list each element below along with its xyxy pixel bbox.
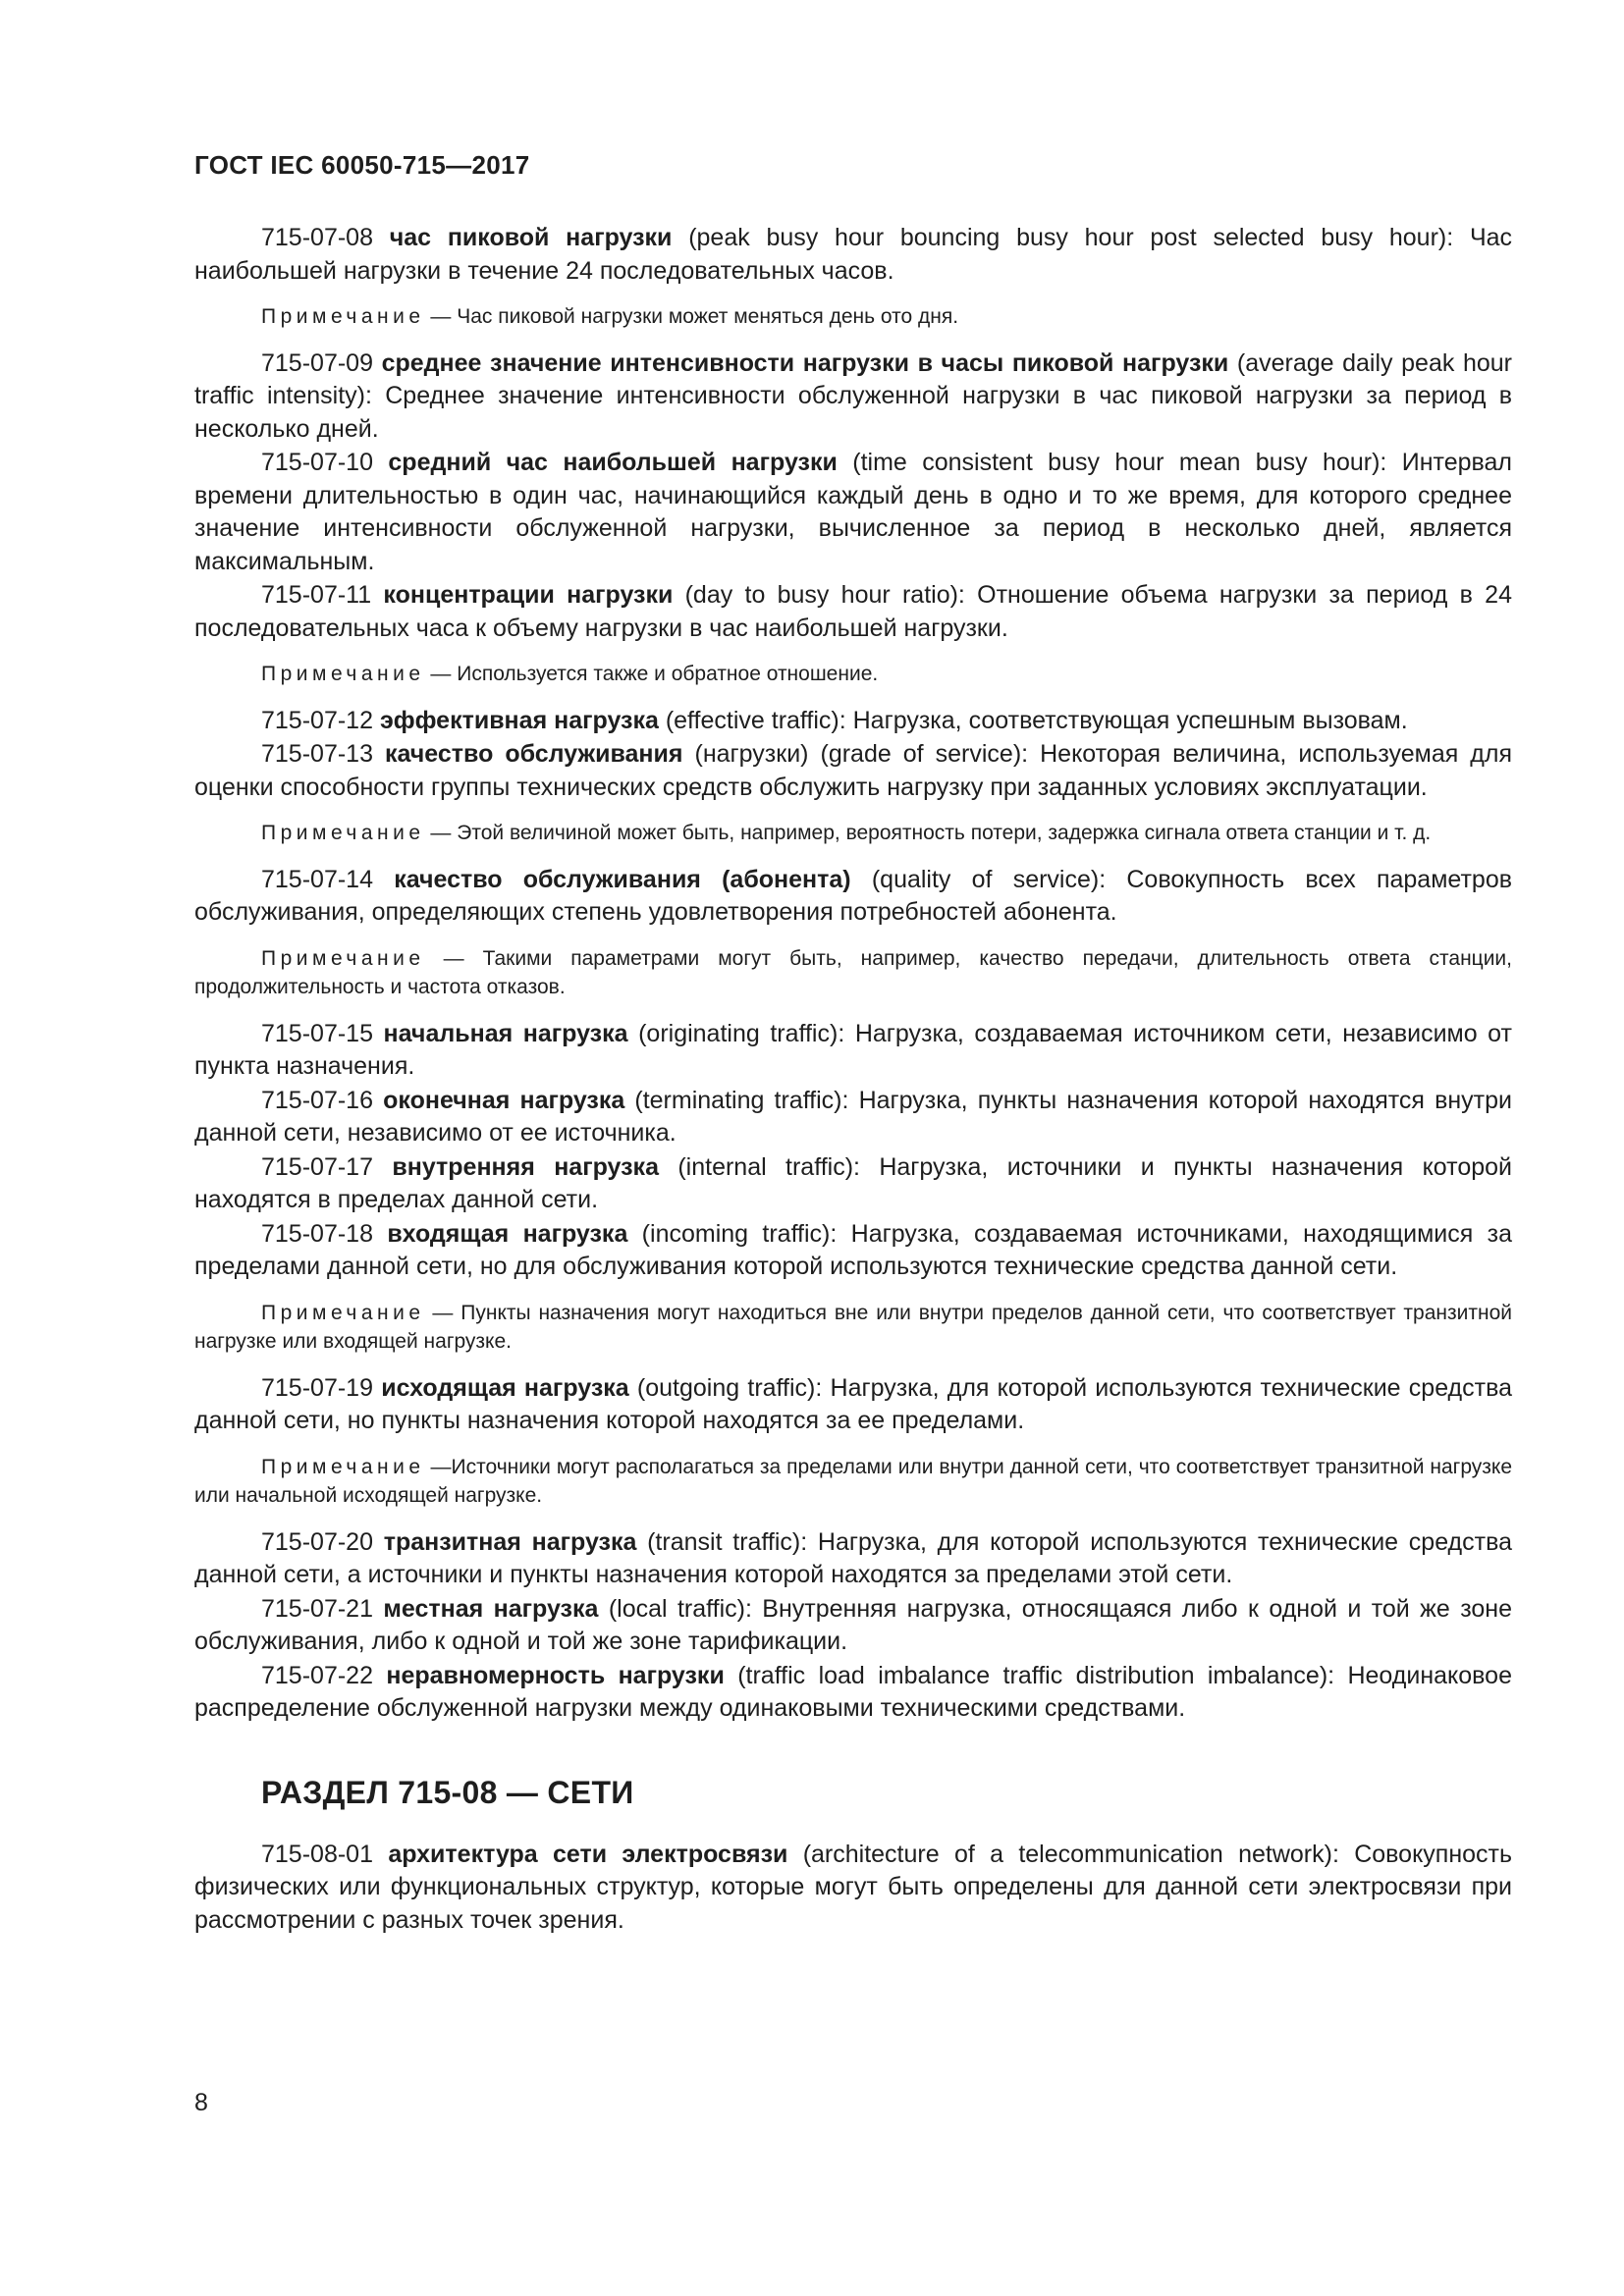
term-entry: [194, 447, 1512, 578]
note-label: Примечание: [261, 946, 425, 970]
term-definition: (effective traffic): Нагрузка, соответствующая успешным вызовам.: [658, 706, 1408, 734]
term-entry: [194, 1372, 1512, 1438]
page-header: ГОСТ IEC 60050-715—2017: [194, 150, 530, 180]
term-definition: (time consistent busy hour mean busy hour): Интервал времени длительностью в один час, начинающийся каждый день в одно и то же время, для которого среднее значение интенсивности обслуженной нагрузки, вычисленное за период в несколько дней, является максимальным.: [194, 449, 1512, 575]
term-definition: (transit traffic): Нагрузка, для которой используются технические средства данной сети, а источники и пункты назначения которой находятся за пределами этой сети.: [194, 1527, 1512, 1588]
term-name: местная нагрузка: [383, 1594, 599, 1623]
term-definition: (originating traffic): Нагрузка, создаваемая источником сети, независимо от пункта назначения.: [194, 1019, 1512, 1080]
term-name: неравномерность нагрузки: [386, 1661, 725, 1689]
note-text: — Пункты назначения могут находиться вне или внутри пределов данной сети, что соответствует транзитной нагрузке или входящей нагрузке.: [194, 1301, 1512, 1353]
term-definition: (traffic load imbalance traffic distribution imbalance): Неодинаковое распределение обслуженной нагрузки между одинаковыми техническими средствами.: [194, 1661, 1512, 1722]
term-entry: [194, 579, 1512, 645]
term-code: 715-07-17: [261, 1152, 373, 1181]
term-name: оконечная нагрузка: [383, 1086, 625, 1114]
page-number: 8: [194, 2089, 208, 2116]
term-code: 715-07-20: [261, 1527, 373, 1556]
term-definition: (нагрузки) (grade of service): Некоторая величина, используемая для оценки способности группы технических средств обслужить нагрузку при заданных условиях эксплуатации.: [194, 740, 1512, 801]
term-code: 715-07-16: [261, 1086, 373, 1114]
term-entry: [194, 1660, 1512, 1726]
note-label: Примечание: [261, 1301, 425, 1324]
term-entry: [194, 1218, 1512, 1284]
note-text: — Этой величиной может быть, например, вероятность потери, задержка сигнала ответа станции и т. д.: [424, 822, 1432, 844]
term-code: 715-07-09: [261, 348, 373, 377]
document-body: [194, 222, 1512, 1938]
term-entry: [194, 1593, 1512, 1659]
note-label: Примечание: [261, 1455, 425, 1478]
term-entry: [194, 222, 1512, 288]
term-entry: [194, 1526, 1512, 1592]
term-code: 715-07-15: [261, 1019, 373, 1047]
term-name: транзитная нагрузка: [383, 1527, 637, 1556]
term-definition: (internal traffic): Нагрузка, источники и пункты назначения которой находятся в пределах данной сети.: [194, 1152, 1512, 1213]
note: [194, 1299, 1512, 1357]
term-name: архитектура сети электросвязи: [388, 1840, 788, 1868]
term-code: 715-07-11: [261, 581, 372, 609]
term-definition: (architecture of a telecommunication network): Совокупность физических или функциональных структур, которые могут быть определены для данной сети электросвязи при рассмотрении с разных точек зрения.: [194, 1840, 1513, 1934]
term-name: внутренняя нагрузка: [392, 1152, 659, 1181]
term-code: 715-07-19: [261, 1373, 373, 1402]
note-label: Примечание: [261, 305, 425, 328]
note: [194, 660, 1512, 689]
note-text: — Такими параметрами могут быть, например, качество передачи, длительность ответа станции, продолжительность и частота отказов.: [194, 946, 1512, 998]
term-code: 715-08-01: [261, 1840, 373, 1868]
note-text: —Источники могут располагаться за пределами или внутри данной сети, что соответствует транзитной нагрузке или начальной исходящей нагрузке.: [194, 1455, 1512, 1507]
term-name: среднее значение интенсивности нагрузки в часы пиковой нагрузки: [381, 348, 1229, 377]
term-entry: [194, 705, 1512, 738]
term-entry: [194, 738, 1512, 804]
term-definition: (quality of service): Совокупность всех параметров обслуживания, определяющих степень удовлетворения потребностей абонента.: [194, 865, 1512, 926]
term-code: 715-07-13: [261, 740, 373, 768]
term-code: 715-07-14: [261, 865, 373, 893]
note: [194, 1453, 1512, 1511]
term-entry: [194, 1151, 1512, 1217]
term-name: качество обслуживания: [385, 740, 683, 768]
term-definition: (terminating traffic): Нагрузка, пункты назначения которой находятся внутри данной сети, независимо от ее источника.: [194, 1086, 1512, 1147]
term-code: 715-07-10: [261, 449, 373, 476]
note-text: — Час пиковой нагрузки может меняться день ото дня.: [424, 305, 959, 328]
term-name: час пиковой нагрузки: [389, 224, 673, 251]
term-entry: [194, 864, 1512, 930]
section-title: РАЗДЕЛ 715-08 — СЕТИ: [261, 1774, 634, 1810]
note: [194, 944, 1512, 1002]
note-text: — Используется также и обратное отношение.: [424, 663, 879, 685]
term-definition: (peak busy hour bouncing busy hour post selected busy hour): Час наибольшей нагрузки в течение 24 последовательных часов.: [194, 224, 1513, 285]
term-name: входящая нагрузка: [387, 1219, 628, 1248]
note-label: Примечание: [261, 822, 425, 844]
term-name: начальная нагрузка: [383, 1019, 628, 1047]
term-name: концентрации нагрузки: [383, 581, 674, 609]
term-code: 715-07-22: [261, 1661, 373, 1689]
term-code: 715-07-21: [261, 1594, 373, 1623]
term-definition: (outgoing traffic): Нагрузка, для которой используются технические средства данной сети, но пункты назначения которой находятся за ее пределами.: [194, 1373, 1512, 1434]
term-definition: (average daily peak hour traffic intensity): Среднее значение интенсивности обслуженной нагрузки в час пиковой нагрузки за период в несколько дней.: [194, 348, 1512, 443]
term-definition: (incoming traffic): Нагрузка, создаваемая источниками, находящимися за пределами данной сети, но для обслуживания которой используются технические средства данной сети.: [194, 1219, 1512, 1280]
term-code: 715-07-12: [261, 706, 373, 734]
term-name: качество обслуживания (абонента): [394, 865, 851, 893]
note-label: Примечание: [261, 663, 425, 685]
term-code: 715-07-08: [261, 224, 373, 251]
term-code: 715-07-18: [261, 1219, 373, 1248]
term-name: исходящая нагрузка: [381, 1373, 629, 1402]
term-definition: (day to busy hour ratio): Отношение объема нагрузки за период в 24 последовательных часа к объему нагрузки в час наибольшей нагрузки.: [194, 581, 1512, 642]
term-entry: [194, 347, 1512, 447]
note: [194, 819, 1512, 848]
term-entry: [194, 1085, 1512, 1150]
term-name: эффективная нагрузка: [379, 706, 659, 734]
term-entry: [194, 1839, 1512, 1938]
note: [194, 302, 1512, 332]
term-name: средний час наибольшей нагрузки: [388, 449, 838, 476]
term-entry: [194, 1018, 1512, 1084]
term-definition: (local traffic): Внутренняя нагрузка, относящаяся либо к одной и той же зоне обслуживания, либо к одной и той же зоне тарификации.: [194, 1594, 1513, 1655]
